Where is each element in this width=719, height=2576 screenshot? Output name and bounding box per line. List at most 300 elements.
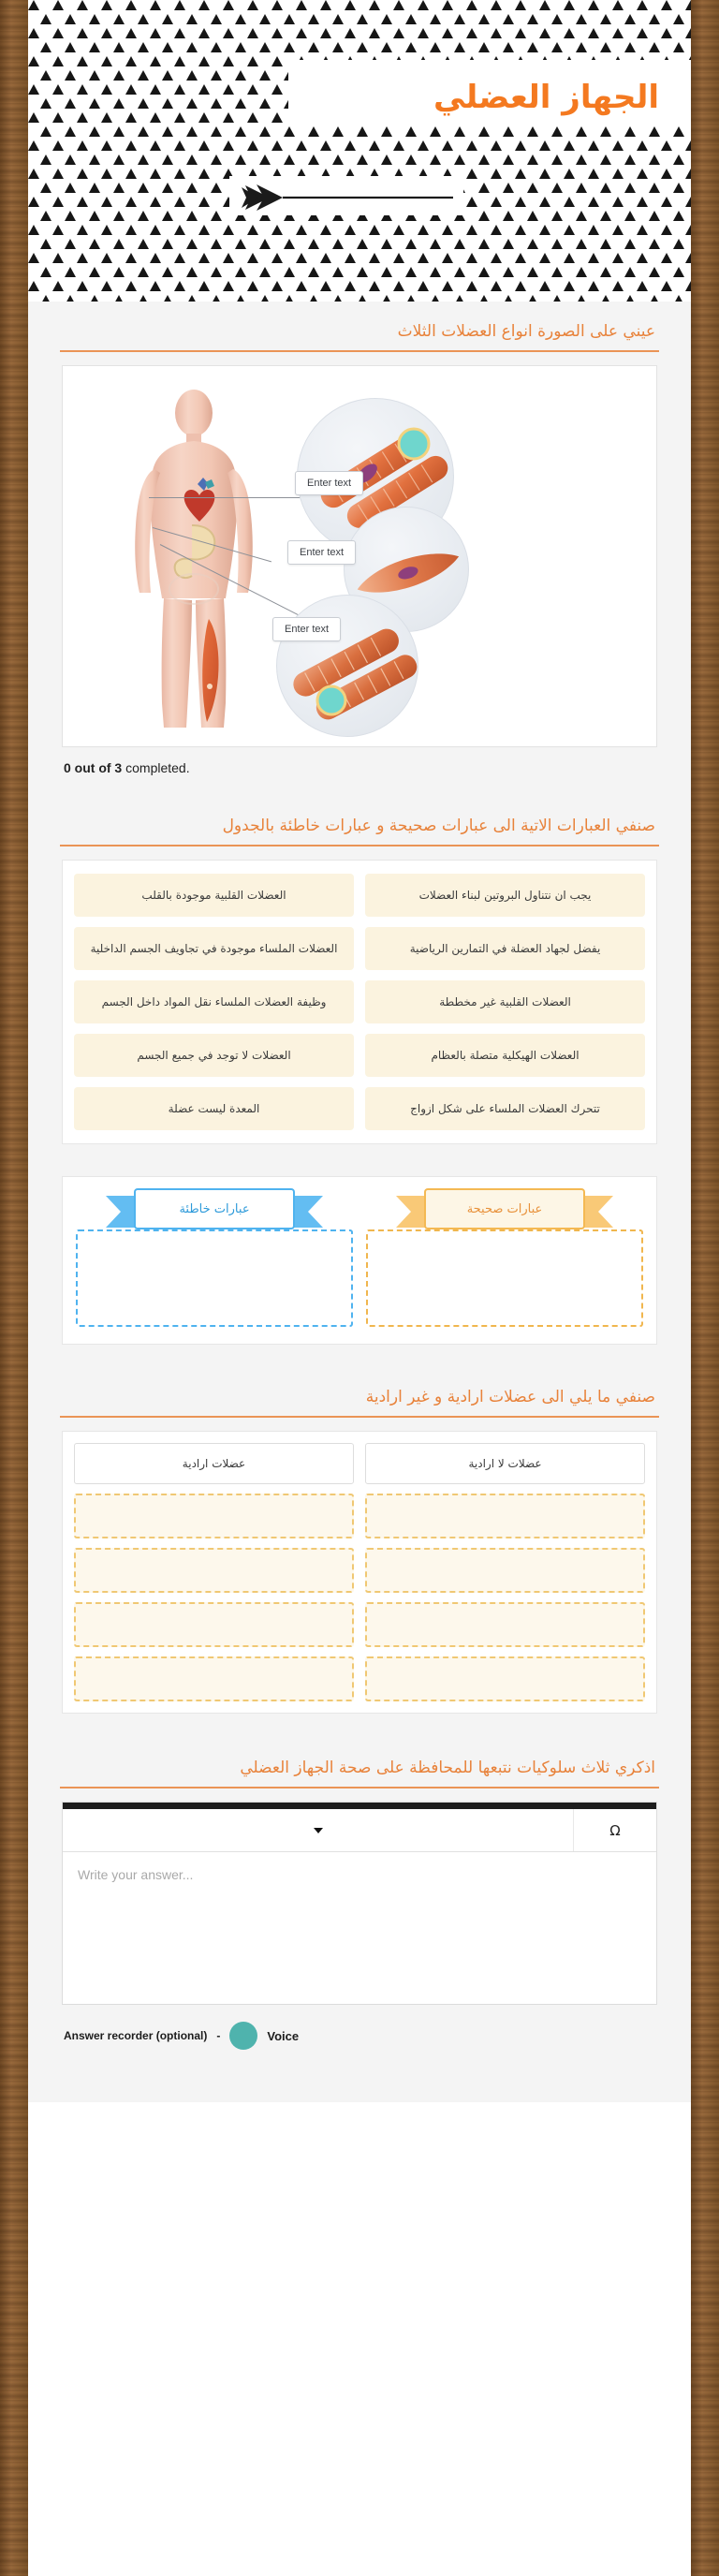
triangle-icon (186, 98, 198, 109)
triangle-icon (308, 14, 319, 24)
insert-symbol-button[interactable] (574, 1809, 656, 1851)
triangle-icon (125, 28, 137, 38)
triangle-icon (198, 253, 210, 263)
triangle-icon (405, 239, 417, 249)
triangle-icon (247, 225, 258, 235)
triangle-icon (405, 267, 417, 277)
triangle-icon (491, 225, 502, 235)
triangle-icon (369, 140, 380, 151)
triangle-icon (211, 70, 222, 81)
slot-row (74, 1602, 645, 1647)
triangle-icon (527, 211, 538, 221)
triangle-icon (551, 239, 563, 249)
wood-frame-right (691, 0, 719, 2576)
triangle-icon (138, 239, 149, 249)
triangle-icon (113, 42, 125, 52)
triangle-icon (357, 155, 368, 165)
triangle-icon (332, 42, 344, 52)
triangle-icon (649, 42, 660, 52)
triangle-icon (588, 0, 599, 10)
triangle-icon (162, 183, 173, 193)
triangle-icon (40, 155, 51, 165)
triangle-icon (442, 0, 453, 10)
section-sort-statements (49, 781, 670, 1150)
triangle-icon (308, 239, 319, 249)
triangle-icon (661, 0, 672, 10)
drop-slot[interactable] (365, 1602, 645, 1647)
triangle-icon (576, 42, 587, 52)
triangle-icon (259, 126, 271, 137)
triangle-row (28, 225, 691, 238)
triangle-icon (77, 225, 88, 235)
triangle-icon (418, 253, 429, 263)
triangle-icon (28, 28, 39, 38)
triangle-icon (150, 169, 161, 179)
drop-slot[interactable] (74, 1494, 354, 1538)
triangle-icon (162, 211, 173, 221)
triangle-icon (454, 42, 465, 52)
triangle-icon (685, 197, 691, 207)
statement-chip[interactable]: وظيفة العضلات الملساء نقل المواد داخل الجسم (74, 980, 354, 1023)
triangle-icon (624, 14, 636, 24)
triangle-row (28, 267, 691, 280)
triangle-icon (515, 140, 526, 151)
triangle-icon (637, 0, 648, 10)
triangle-icon (539, 197, 550, 207)
triangle-icon (296, 140, 307, 151)
triangle-icon (515, 0, 526, 10)
triangle-icon (551, 126, 563, 137)
triangle-icon (466, 0, 477, 10)
triangle-icon (685, 281, 691, 291)
triangle-icon (162, 155, 173, 165)
triangle-icon (649, 155, 660, 165)
triangle-icon (186, 70, 198, 81)
slot-row (74, 1656, 645, 1701)
triangle-icon (296, 225, 307, 235)
drop-slot[interactable] (365, 1656, 645, 1701)
triangle-icon (138, 155, 149, 165)
triangle-icon (503, 126, 514, 137)
triangle-icon (661, 253, 672, 263)
triangle-icon (515, 169, 526, 179)
triangle-icon (247, 0, 258, 10)
triangle-icon (357, 14, 368, 24)
triangle-icon (418, 225, 429, 235)
triangle-icon (369, 28, 380, 38)
human-body-illustration (119, 385, 269, 731)
triangle-icon (527, 239, 538, 249)
triangle-icon (138, 211, 149, 221)
triangle-icon (430, 239, 441, 249)
statement-chip[interactable]: العضلات لا توجد في جميع الجسم (74, 1034, 354, 1077)
triangle-icon (369, 0, 380, 10)
recorder-label: Answer recorder (optional) (64, 2029, 208, 2042)
triangle-icon (101, 28, 112, 38)
triangle-icon (65, 98, 76, 109)
triangle-icon (527, 183, 538, 193)
triangle-icon (405, 126, 417, 137)
triangle-icon (65, 42, 76, 52)
triangle-icon (28, 140, 39, 151)
table-row (74, 1034, 645, 1077)
image-label-input-3[interactable]: Enter text (272, 617, 341, 641)
triangle-icon (162, 126, 173, 137)
triangle-icon (539, 0, 550, 10)
triangle-icon (454, 295, 465, 302)
triangle-icon (150, 140, 161, 151)
triangle-icon (271, 28, 283, 38)
triangle-icon (515, 28, 526, 38)
triangle-icon (223, 140, 234, 151)
triangle-icon (65, 14, 76, 24)
triangle-icon (624, 267, 636, 277)
triangle-icon (186, 14, 198, 24)
triangle-icon (65, 70, 76, 81)
triangle-icon (198, 84, 210, 95)
triangle-row (28, 126, 691, 140)
triangle-icon (612, 0, 624, 10)
triangle-icon (685, 28, 691, 38)
triangle-icon (418, 281, 429, 291)
statement-chip[interactable]: العضلات القلبية غير مخططة (365, 980, 645, 1023)
triangle-icon (40, 211, 51, 221)
triangle-icon (637, 169, 648, 179)
triangle-icon (186, 126, 198, 137)
triangle-icon (612, 225, 624, 235)
triangle-icon (247, 253, 258, 263)
triangle-icon (101, 197, 112, 207)
triangle-icon (503, 14, 514, 24)
long-arrow-right-icon (242, 182, 453, 213)
drop-slot[interactable] (365, 1548, 645, 1593)
triangle-icon (211, 211, 222, 221)
triangle-icon (125, 281, 137, 291)
triangle-icon (113, 155, 125, 165)
statement-chip[interactable]: المعدة ليست عضلة (74, 1087, 354, 1130)
drop-slot[interactable] (74, 1602, 354, 1647)
triangle-icon (624, 211, 636, 221)
triangle-icon (673, 183, 684, 193)
triangle-icon (332, 155, 344, 165)
triangle-icon (381, 295, 392, 302)
triangle-icon (162, 239, 173, 249)
triangle-icon (211, 14, 222, 24)
triangle-icon (101, 112, 112, 123)
triangle-icon (40, 126, 51, 137)
dropzone-wrong[interactable] (76, 1229, 353, 1327)
triangle-icon (454, 239, 465, 249)
triangle-icon (564, 0, 575, 10)
triangle-icon (40, 183, 51, 193)
title-divider (60, 845, 659, 846)
triangle-icon (52, 56, 64, 66)
triangle-icon (150, 84, 161, 95)
triangle-icon (223, 225, 234, 235)
triangle-row (28, 295, 691, 302)
title-divider (60, 1787, 659, 1788)
triangle-icon (211, 239, 222, 249)
triangle-icon (271, 56, 283, 66)
triangle-icon (174, 0, 185, 10)
triangle-icon (223, 281, 234, 291)
triangle-icon (113, 239, 125, 249)
triangle-icon (40, 14, 51, 24)
bucket-drop-panel (62, 1176, 657, 1345)
triangle-icon (174, 197, 185, 207)
triangle-icon (332, 295, 344, 302)
triangle-icon (332, 14, 344, 24)
triangle-icon (393, 28, 404, 38)
triangle-icon (320, 281, 331, 291)
triangle-icon (198, 140, 210, 151)
triangle-icon (564, 281, 575, 291)
triangle-icon (89, 267, 100, 277)
triangle-icon (174, 140, 185, 151)
triangle-icon (466, 281, 477, 291)
triangle-icon (284, 126, 295, 137)
triangle-icon (600, 42, 611, 52)
triangle-icon (101, 169, 112, 179)
triangle-icon (320, 28, 331, 38)
triangle-icon (271, 281, 283, 291)
statement-chip[interactable]: العضلات الهيكلية متصلة بالعظام (365, 1034, 645, 1077)
triangle-icon (162, 267, 173, 277)
triangle-icon (186, 42, 198, 52)
triangle-icon (113, 211, 125, 221)
triangle-row (28, 239, 691, 252)
triangle-icon (393, 0, 404, 10)
triangle-icon (345, 0, 356, 10)
triangle-icon (52, 253, 64, 263)
drop-slot[interactable] (74, 1656, 354, 1701)
drop-slot[interactable] (74, 1548, 354, 1593)
question-title-4: اذكري ثلاث سلوكيات نتبعها للمحافظة على صحة الجهاز العضلي (240, 1759, 655, 1777)
triangle-icon (211, 42, 222, 52)
statement-chip[interactable]: تتحرك العضلات الملساء على شكل ازواج (365, 1087, 645, 1130)
triangle-icon (174, 225, 185, 235)
triangle-icon (564, 225, 575, 235)
triangle-icon (223, 28, 234, 38)
triangle-icon (369, 281, 380, 291)
triangle-icon (381, 126, 392, 137)
triangle-icon (125, 169, 137, 179)
triangle-icon (345, 28, 356, 38)
triangle-row (28, 14, 691, 27)
triangle-icon (673, 267, 684, 277)
triangle-icon (40, 70, 51, 81)
answer-recorder-row (49, 2005, 670, 2059)
table-row (74, 980, 645, 1023)
triangle-icon (405, 42, 417, 52)
triangle-icon (612, 253, 624, 263)
triangle-icon (564, 253, 575, 263)
question-title-1: عيني على الصورة انواع العضلات الثلاث (397, 322, 655, 341)
triangle-icon (600, 155, 611, 165)
omega-icon: Ω (609, 1821, 621, 1839)
triangle-icon (551, 211, 563, 221)
triangle-row (28, 0, 691, 13)
triangle-icon (649, 295, 660, 302)
triangle-icon (40, 267, 51, 277)
triangle-icon (491, 0, 502, 10)
triangle-icon (308, 295, 319, 302)
triangle-icon (186, 267, 198, 277)
triangle-icon (174, 28, 185, 38)
triangle-icon (503, 42, 514, 52)
triangle-icon (235, 295, 246, 302)
microphone-icon[interactable] (229, 2022, 257, 2050)
triangle-icon (478, 295, 490, 302)
triangle-icon (77, 281, 88, 291)
triangle-icon (259, 239, 271, 249)
triangle-icon (381, 155, 392, 165)
triangle-icon (101, 281, 112, 291)
statement-chip[interactable]: العضلات الملساء موجودة في تجاويف الجسم الداخلية (74, 927, 354, 970)
triangle-icon (649, 14, 660, 24)
triangle-icon (661, 281, 672, 291)
triangle-icon (576, 239, 587, 249)
triangle-icon (466, 197, 477, 207)
triangle-icon (28, 281, 39, 291)
triangle-icon (673, 295, 684, 302)
triangle-icon (564, 169, 575, 179)
triangle-icon (551, 155, 563, 165)
ribbon-banner-wrong (134, 1188, 295, 1229)
triangle-icon (539, 169, 550, 179)
triangle-icon (430, 295, 441, 302)
triangle-icon (491, 253, 502, 263)
completion-status (49, 747, 670, 775)
triangle-icon (600, 126, 611, 137)
triangle-icon (466, 253, 477, 263)
dropzone-correct[interactable] (366, 1229, 643, 1327)
triangle-icon (65, 126, 76, 137)
triangle-icon (89, 14, 100, 24)
triangle-icon (174, 281, 185, 291)
triangle-icon (612, 281, 624, 291)
triangle-icon (65, 211, 76, 221)
triangle-icon (393, 281, 404, 291)
triangle-icon (576, 126, 587, 137)
triangle-icon (150, 112, 161, 123)
triangle-icon (89, 70, 100, 81)
triangle-icon (198, 28, 210, 38)
triangle-icon (685, 225, 691, 235)
drop-slot[interactable] (365, 1494, 645, 1538)
column-header-involuntary: عضلات لا ارادية (365, 1443, 645, 1484)
triangle-icon (308, 126, 319, 137)
triangle-icon (113, 267, 125, 277)
triangle-icon (612, 28, 624, 38)
triangle-icon (405, 14, 417, 24)
triangle-icon (259, 98, 271, 109)
triangle-icon (332, 267, 344, 277)
triangle-icon (418, 28, 429, 38)
triangle-icon (125, 56, 137, 66)
triangle-icon (308, 155, 319, 165)
statement-chip[interactable]: العضلات القلبية موجودة بالقلب (74, 874, 354, 917)
triangle-icon (101, 56, 112, 66)
image-label-input-2[interactable]: Enter text (287, 540, 356, 565)
triangle-icon (235, 239, 246, 249)
wood-frame-left (0, 0, 28, 2576)
image-labelling-widget[interactable] (62, 365, 657, 747)
triangle-icon (491, 28, 502, 38)
triangle-icon (77, 197, 88, 207)
triangle-icon (551, 267, 563, 277)
triangle-icon (174, 56, 185, 66)
triangle-icon (357, 126, 368, 137)
triangle-icon (247, 112, 258, 123)
statement-chip[interactable]: يجب ان نتناول البروتين لبناء العضلات (365, 874, 645, 917)
triangle-icon (637, 140, 648, 151)
triangle-icon (174, 253, 185, 263)
triangle-icon (247, 56, 258, 66)
triangle-icon (28, 225, 39, 235)
statement-chip[interactable]: يفضل لجهاد العضلة في التمارين الرياضية (365, 927, 645, 970)
triangle-icon (332, 239, 344, 249)
triangle-icon (52, 0, 64, 10)
triangle-icon (442, 253, 453, 263)
triangle-icon (624, 239, 636, 249)
triangle-icon (637, 225, 648, 235)
triangle-icon (113, 183, 125, 193)
triangle-icon (223, 84, 234, 95)
triangle-icon (28, 253, 39, 263)
triangle-icon (491, 197, 502, 207)
triangle-icon (150, 28, 161, 38)
voluntary-sort-grid (62, 1431, 657, 1714)
triangle-icon (527, 295, 538, 302)
triangle-icon (52, 140, 64, 151)
image-label-input-1[interactable]: Enter text (295, 471, 363, 495)
triangle-icon (138, 42, 149, 52)
triangle-icon (77, 56, 88, 66)
triangle-icon (125, 253, 137, 263)
triangle-icon (637, 253, 648, 263)
triangle-icon (101, 225, 112, 235)
triangle-icon (491, 169, 502, 179)
triangle-icon (539, 225, 550, 235)
triangle-row (28, 42, 691, 55)
style-dropdown-button[interactable] (63, 1809, 574, 1851)
triangle-icon (369, 253, 380, 263)
triangle-icon (527, 14, 538, 24)
triangle-row (28, 281, 691, 294)
triangle-icon (564, 28, 575, 38)
triangle-icon (247, 140, 258, 151)
answer-textarea[interactable]: Write your answer... (78, 1867, 194, 1882)
triangle-icon (564, 140, 575, 151)
triangle-icon (320, 0, 331, 10)
triangle-icon (211, 183, 222, 193)
title-divider (60, 350, 659, 352)
triangle-icon (515, 197, 526, 207)
triangle-icon (503, 155, 514, 165)
triangle-icon (539, 253, 550, 263)
triangle-icon (174, 112, 185, 123)
triangle-icon (138, 267, 149, 277)
triangle-icon (186, 295, 198, 302)
triangle-icon (40, 295, 51, 302)
triangle-icon (52, 225, 64, 235)
triangle-icon (527, 267, 538, 277)
triangle-icon (527, 42, 538, 52)
triangle-icon (478, 155, 490, 165)
triangle-icon (381, 239, 392, 249)
triangle-icon (223, 0, 234, 10)
